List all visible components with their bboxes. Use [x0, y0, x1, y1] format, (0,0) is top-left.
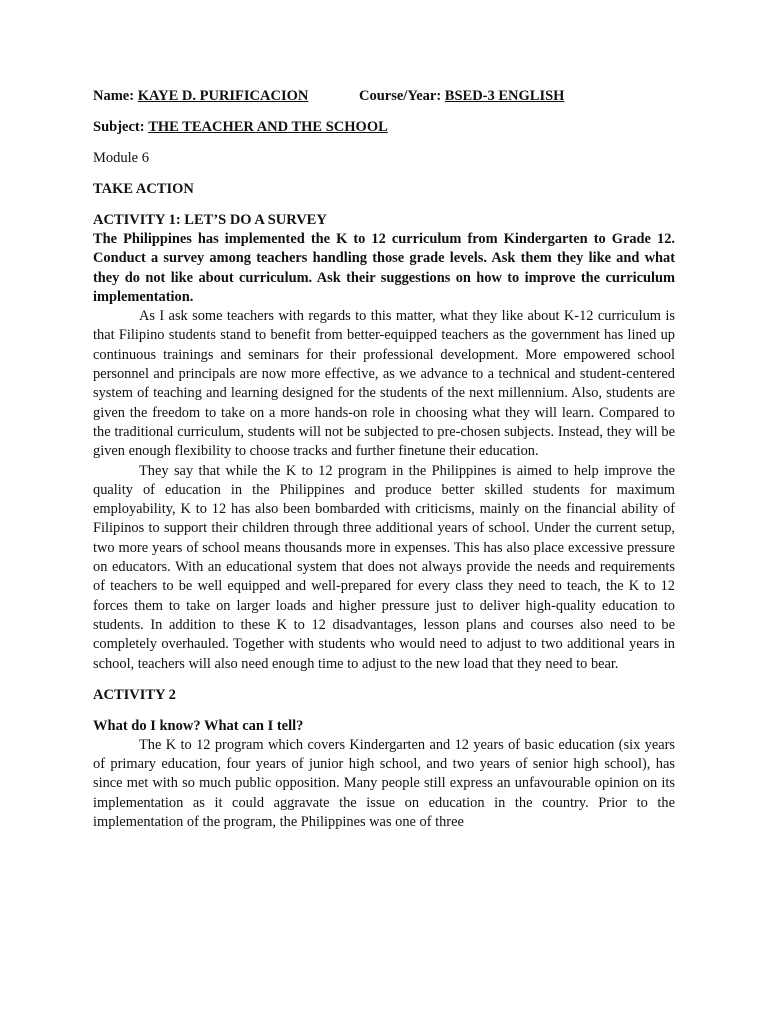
- name-label: Name:: [93, 88, 135, 104]
- course-value: BSED-3 ENGLISH: [444, 88, 565, 104]
- activity1-instruction: The Philippines has implemented the K to 12 curriculum from Kindergarten to Grade 12. Conduct a survey among teachers handling those grade levels. Ask them they like and what they do not like about curriculum. Ask their suggestions on how to improve the curriculum implementation.: [93, 231, 675, 305]
- module-label: Module 6: [93, 150, 149, 166]
- activity2-title: ACTIVITY 2: [93, 686, 176, 703]
- document-content: [93, 86, 675, 832]
- activity2-paragraph-1: The K to 12 program which covers Kindergarten and 12 years of basic education (six years of primary education, four years of junior high school, and two years of senior high school), has since met with so much public opposition. Many people still express an unfavourable opinion on its implementation as it could aggravate the issue on education in the country. Prior to the implementation of the program, the Philippines was one of three: [93, 736, 675, 831]
- activity1-title: ACTIVITY 1: LET’S DO A SURVEY: [93, 212, 327, 228]
- activity1-paragraph-2: They say that while the K to 12 program in the Philippines is aimed to help improve the quality of education in the Philippines and produce better skilled students for maximum employability, K to 12 has also been bombarded with criticisms, mainly on the financial ability of Filipinos to support their children through three additional years of school. Under the current setup, two more years of school means thousands more in expenses. This has also place excessive pressure on educators. With an educational system that does not always provide the needs and requirements of teachers to be well equipped and well-prepared for every class they need to teach, the K to 12 forces them to take on larger loads and higher pressure just to deliver high-quality education to students. In addition to these K to 12 disadvantages, lesson plans and courses also need to be completely overhauled. Together with students who would need to adjust to two additional years in school, teachers will also need enough time to adjust to the new load that they need to bear.: [93, 462, 675, 672]
- subject-label: Subject:: [93, 119, 145, 135]
- take-action-heading: TAKE ACTION: [93, 181, 194, 197]
- subject-line: [93, 117, 675, 137]
- subject-value: THE TEACHER AND THE SCHOOL: [148, 119, 388, 135]
- course-label: Course/Year:: [359, 88, 442, 104]
- activity2-question: What do I know? What can I tell?: [93, 717, 304, 734]
- name-course-line: [93, 86, 675, 106]
- activity1-paragraph-1: As I ask some teachers with regards to this matter, what they like about K-12 curriculum is that Filipino students stand to benefit from better-equipped teachers as the government has lined up continuous trainings and seminars for their professional development. More empowered school personnel and principals are now more effective, as we advance to a technical and student-centered system of teaching and learning designed for the students of the next millennium. Also, students are given the freedom to take on a more hands-on role in choosing what they will learn. Compared to the traditional curriculum, students will not be subjected to pre-chosen subjects. Instead, they will be given enough flexibility to choose tracks and further finetune their education.: [93, 308, 675, 460]
- name-value: KAYE D. PURIFICACION: [137, 88, 309, 104]
